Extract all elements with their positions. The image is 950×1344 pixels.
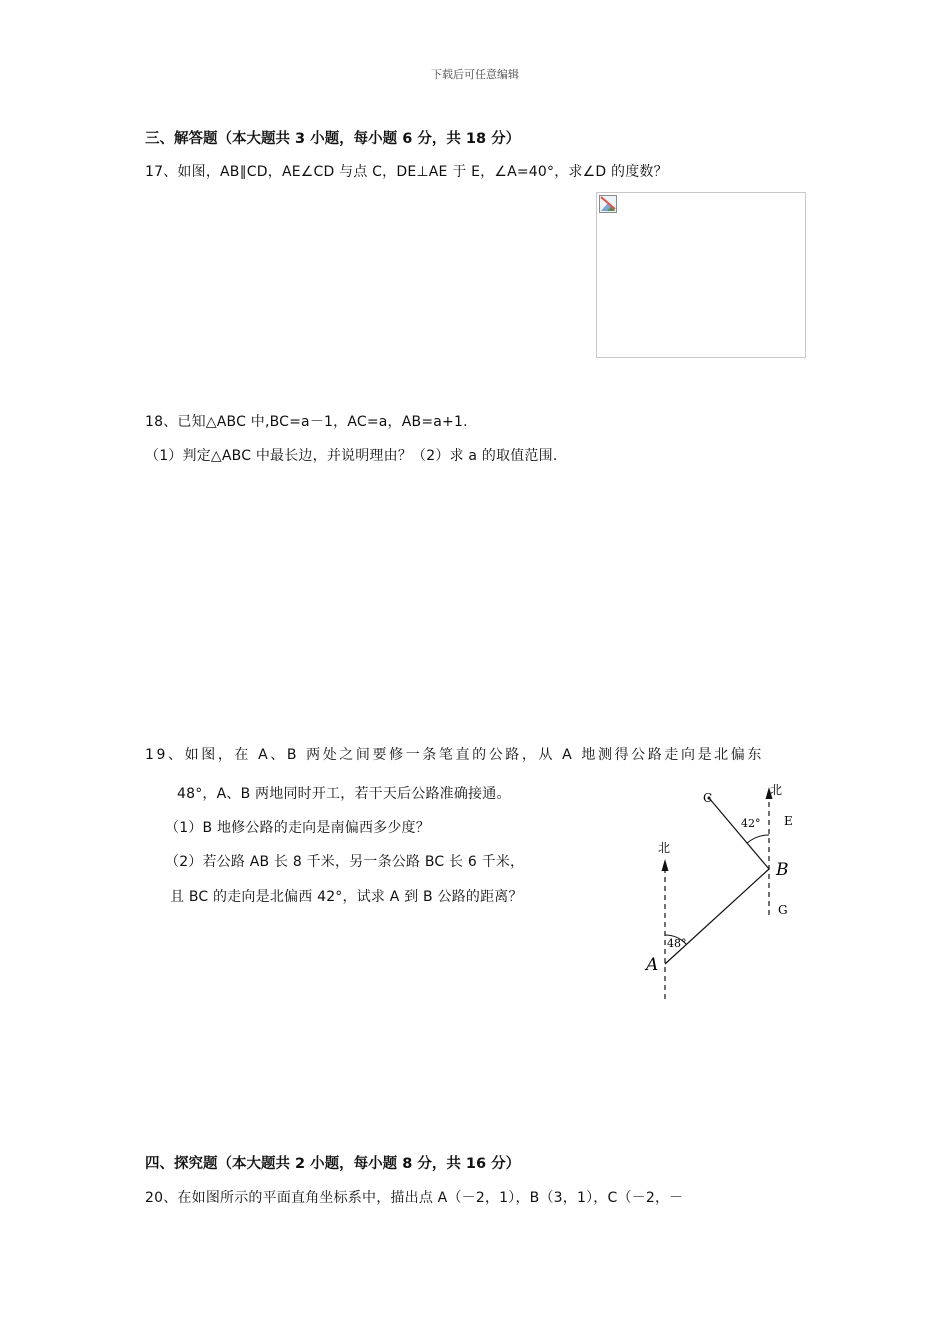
north-label-b: 北 xyxy=(770,783,783,797)
angle-48-label: 48° xyxy=(667,937,687,950)
road-bc xyxy=(709,798,769,869)
question-19-line-5: 且 BC 的走向是北偏西 42°，试求 A 到 B 公路的距离？ xyxy=(170,889,523,905)
question-20: 20、在如图所示的平面直角坐标系中，描出点 A（－2，1），B（3，1），C（－2，－ xyxy=(145,1190,684,1206)
question-18-line-1: 18、已知△ABC 中,BC=a－1，AC=a，AB=a+1. xyxy=(145,414,468,430)
broken-image-icon xyxy=(599,195,617,213)
angle-42-label: 42° xyxy=(741,817,761,830)
question-19-line-4: （2）若公路 AB 长 8 千米，另一条公路 BC 长 6 千米， xyxy=(165,854,525,870)
question-18-line-2: （1）判定△ABC 中最长边，并说明理由？（2）求 a 的取值范围. xyxy=(145,448,558,464)
page-header: 下载后可任意编辑 xyxy=(431,68,519,81)
question-19-line-3: （1）B 地修公路的走向是南偏西多少度？ xyxy=(165,820,430,836)
point-g-label: G xyxy=(778,903,788,917)
figure-19-diagram xyxy=(630,775,810,1010)
point-c-label: C xyxy=(703,791,713,805)
north-label-a: 北 xyxy=(658,841,671,855)
figure-17-placeholder xyxy=(596,192,806,358)
angle-arc-b xyxy=(747,835,769,843)
section-3-title: 三、解答题（本大题共 3 小题，每小题 6 分，共 18 分） xyxy=(145,131,521,147)
point-a-label: A xyxy=(646,955,659,975)
north-arrow-a-icon xyxy=(662,859,669,871)
question-17: 17、如图，AB∥CD，AE∠CD 与点 C，DE⊥AE 于 E，∠A=40°，求∠D 的度数？ xyxy=(145,164,668,180)
point-b-label: B xyxy=(776,860,789,880)
question-19-line-2: 48°，A、B 两地同时开工，若干天后公路准确接通。 xyxy=(177,786,511,802)
point-e-label: E xyxy=(784,814,793,828)
question-19-line-1: 19、如图，在 A、B 两处之间要修一条笔直的公路，从 A 地测得公路走向是北偏东 xyxy=(145,747,764,763)
section-4-title: 四、探究题（本大题共 2 小题，每小题 8 分，共 16 分） xyxy=(145,1156,521,1172)
